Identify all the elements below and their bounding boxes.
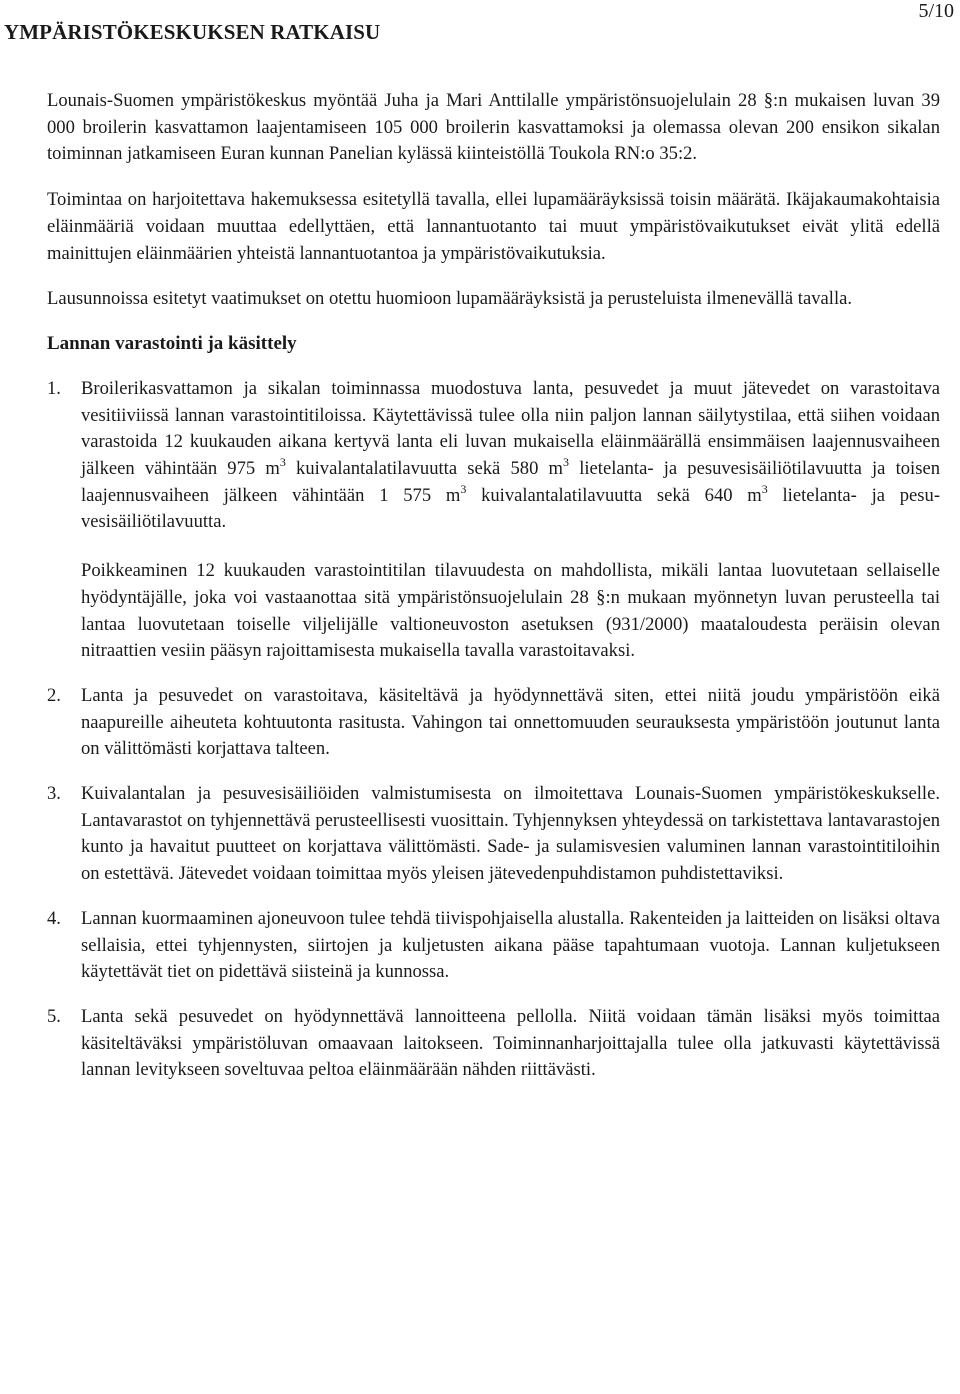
list-item-1 xyxy=(47,376,940,665)
list-item-text xyxy=(81,376,940,536)
list-item-number: 2. xyxy=(47,684,61,706)
list-item-2 xyxy=(47,683,940,763)
list-item-body xyxy=(81,1004,940,1084)
page-title: YMPÄRISTÖKESKUKSEN RATKAISU xyxy=(4,20,381,44)
list-item-body xyxy=(81,376,940,665)
superscript: 3 xyxy=(460,481,467,496)
list-item-body xyxy=(81,683,940,763)
list-item-5 xyxy=(47,1004,940,1084)
text-segment: lietelanta- ja pesuvesisäiliötilavuutta. xyxy=(81,484,941,533)
list-item-text: Lanta ja pesuvedet on varastoitava, käsiteltävä ja hyödynnettävä siten, ettei niitä joudu ympäristöön eikä naapureille aiheuteta kohtuutonta rasitusta. Vahingon tai onnettomuuden seurauksesta ympäristöön joutunut lanta on välittömästi korjattava talteen. xyxy=(81,684,940,760)
operation-paragraph: Toimintaa on harjoitettava hakemuksessa esitetyllä tavalla, ellei lupamääräyksissä toisin määrätä. Ikäjakaumakohtaisia eläinmääriä voidaan muuttaa edellyttäen, että lannantuotanto tai muut ympäristövaikutukset eivät ylitä edellä mainittujen eläinmäärien yhteistä lannantuotantoa ja ympäristövaikutuksia. xyxy=(47,189,940,264)
list-item-body xyxy=(81,781,940,888)
list-item-number: 4. xyxy=(47,907,61,929)
section-heading: Lannan varastointi ja käsittely xyxy=(47,332,297,354)
statements-paragraph: Lausunnoissa esitetyt vaatimukset on otettu huomioon lupamääräyksistä ja perusteluista ilmenevällä tavalla. xyxy=(47,288,853,310)
document-body xyxy=(47,88,940,1102)
list-item-body xyxy=(81,906,940,986)
superscript: 3 xyxy=(279,455,286,470)
list-item-number: 3. xyxy=(47,783,61,805)
superscript: 3 xyxy=(563,455,570,470)
document-header xyxy=(0,0,960,60)
text-segment: lietelanta- ja pesuvesisäiliötilavuutta ja toisen laajennusvaiheen jälkeen vähintään 1 575 m xyxy=(81,458,940,506)
text-segment: kuivalantalatilavuutta sekä 580 m xyxy=(285,458,564,480)
list-item-text: Lanta sekä pesuvedet on hyödynnettävä lannoitteena pellolla. Niitä voidaan tämän lisäksi myös toimittaa käsiteltäväksi ympäristöluvan omaavaan laitokseen. Toiminnanharjoittajalla tulee olla jatkuvasti käytettävissä lannan levitykseen soveltuvaa peltoa eläinmäärään nähden riittävästi. xyxy=(81,1005,940,1081)
superscript: 3 xyxy=(761,481,768,496)
page-number: 5/10 xyxy=(918,0,954,22)
list-item-text: Lannan kuormaaminen ajoneuvoon tulee tehdä tiivispohjaisella alustalla. Rakenteiden ja laitteiden on lisäksi oltava sellaisia, ettei tyhjennysten, siirtojen ja kuljetusten aikana pääse tapahtumaan vuotoja. Lannan kuljetukseen käytettävät tiet on pidettävä siisteinä ja kunnossa. xyxy=(81,907,940,983)
list-item-number: 1. xyxy=(47,377,61,399)
text-segment: kuivalantalatilavuutta sekä 640 m xyxy=(466,484,762,506)
list-item-number: 5. xyxy=(47,1005,61,1027)
list-item-3 xyxy=(47,781,940,888)
list-item-sub-paragraph: Poikkeaminen 12 kuukauden varastointitilan tilavuudesta on mahdollista, mikäli lantaa luovutetaan sellaiselle hyödyntäjälle, joka voi vastaanottaa sitä ympäristönsuojelulain 28 §:n mukaan myönnetyn luvan perusteella tai lantaa luovutetaan toiselle viljelijälle valtioneuvoston asetuksen (931/2000) maataloudesta peräisin olevan nitraattien vesiin pääsyn rajoittamisesta mukaisella tavalla varastoitavaksi. xyxy=(81,560,940,662)
list-item-4 xyxy=(47,906,940,986)
list-item-text: Kuivalantalan ja pesuvesisäiliöiden valmistumisesta on ilmoitettava Lounais-Suomen ympäristökeskukselle. Lantavarastot on tyhjennettävä perusteellisesti vuosittain. Tyhjennyksen yhteydessä on tarkistettava lantavarastojen kunto ja havaitut puutteet on korjattava välittömästi. Sade- ja sulamisvesien valuminen lannan varastointitiloihin on estettävä. Jätevedet voidaan toimittaa myös yleisen jätevedenpuhdistamon puhdistettaviksi. xyxy=(81,783,940,885)
text-segment: Broilerikasvattamon ja sikalan toiminnassa muodostuva lanta, pesuvedet ja muut jätevedet on varastoitava vesitiiviissä lannan varastointitiloissa. Käytettävissä tulee olla niin paljon lannan säilytystilaa, että siihen voidaan varastoida 12 kuukauden aikana kertyvä lanta eli luvan mukaisella eläinmäärällä ensimmäisen laajennusvaiheen jälkeen vähintään 975 m xyxy=(81,377,940,480)
decision-intro-paragraph: Lounais-Suomen ympäristökeskus myöntää Juha ja Mari Anttilalle ympäristönsuojelulain 28 §:n mukaisen luvan 39 000 broilerin kasvattamon laajentamiseen 105 000 broilerin kasvattamoksi ja olemassa olevan 200 ensikon sikalan toiminnan jatkamiseen Euran kunnan Panelian kylässä kiinteistöllä Toukola RN:o 35:2. xyxy=(47,90,940,165)
